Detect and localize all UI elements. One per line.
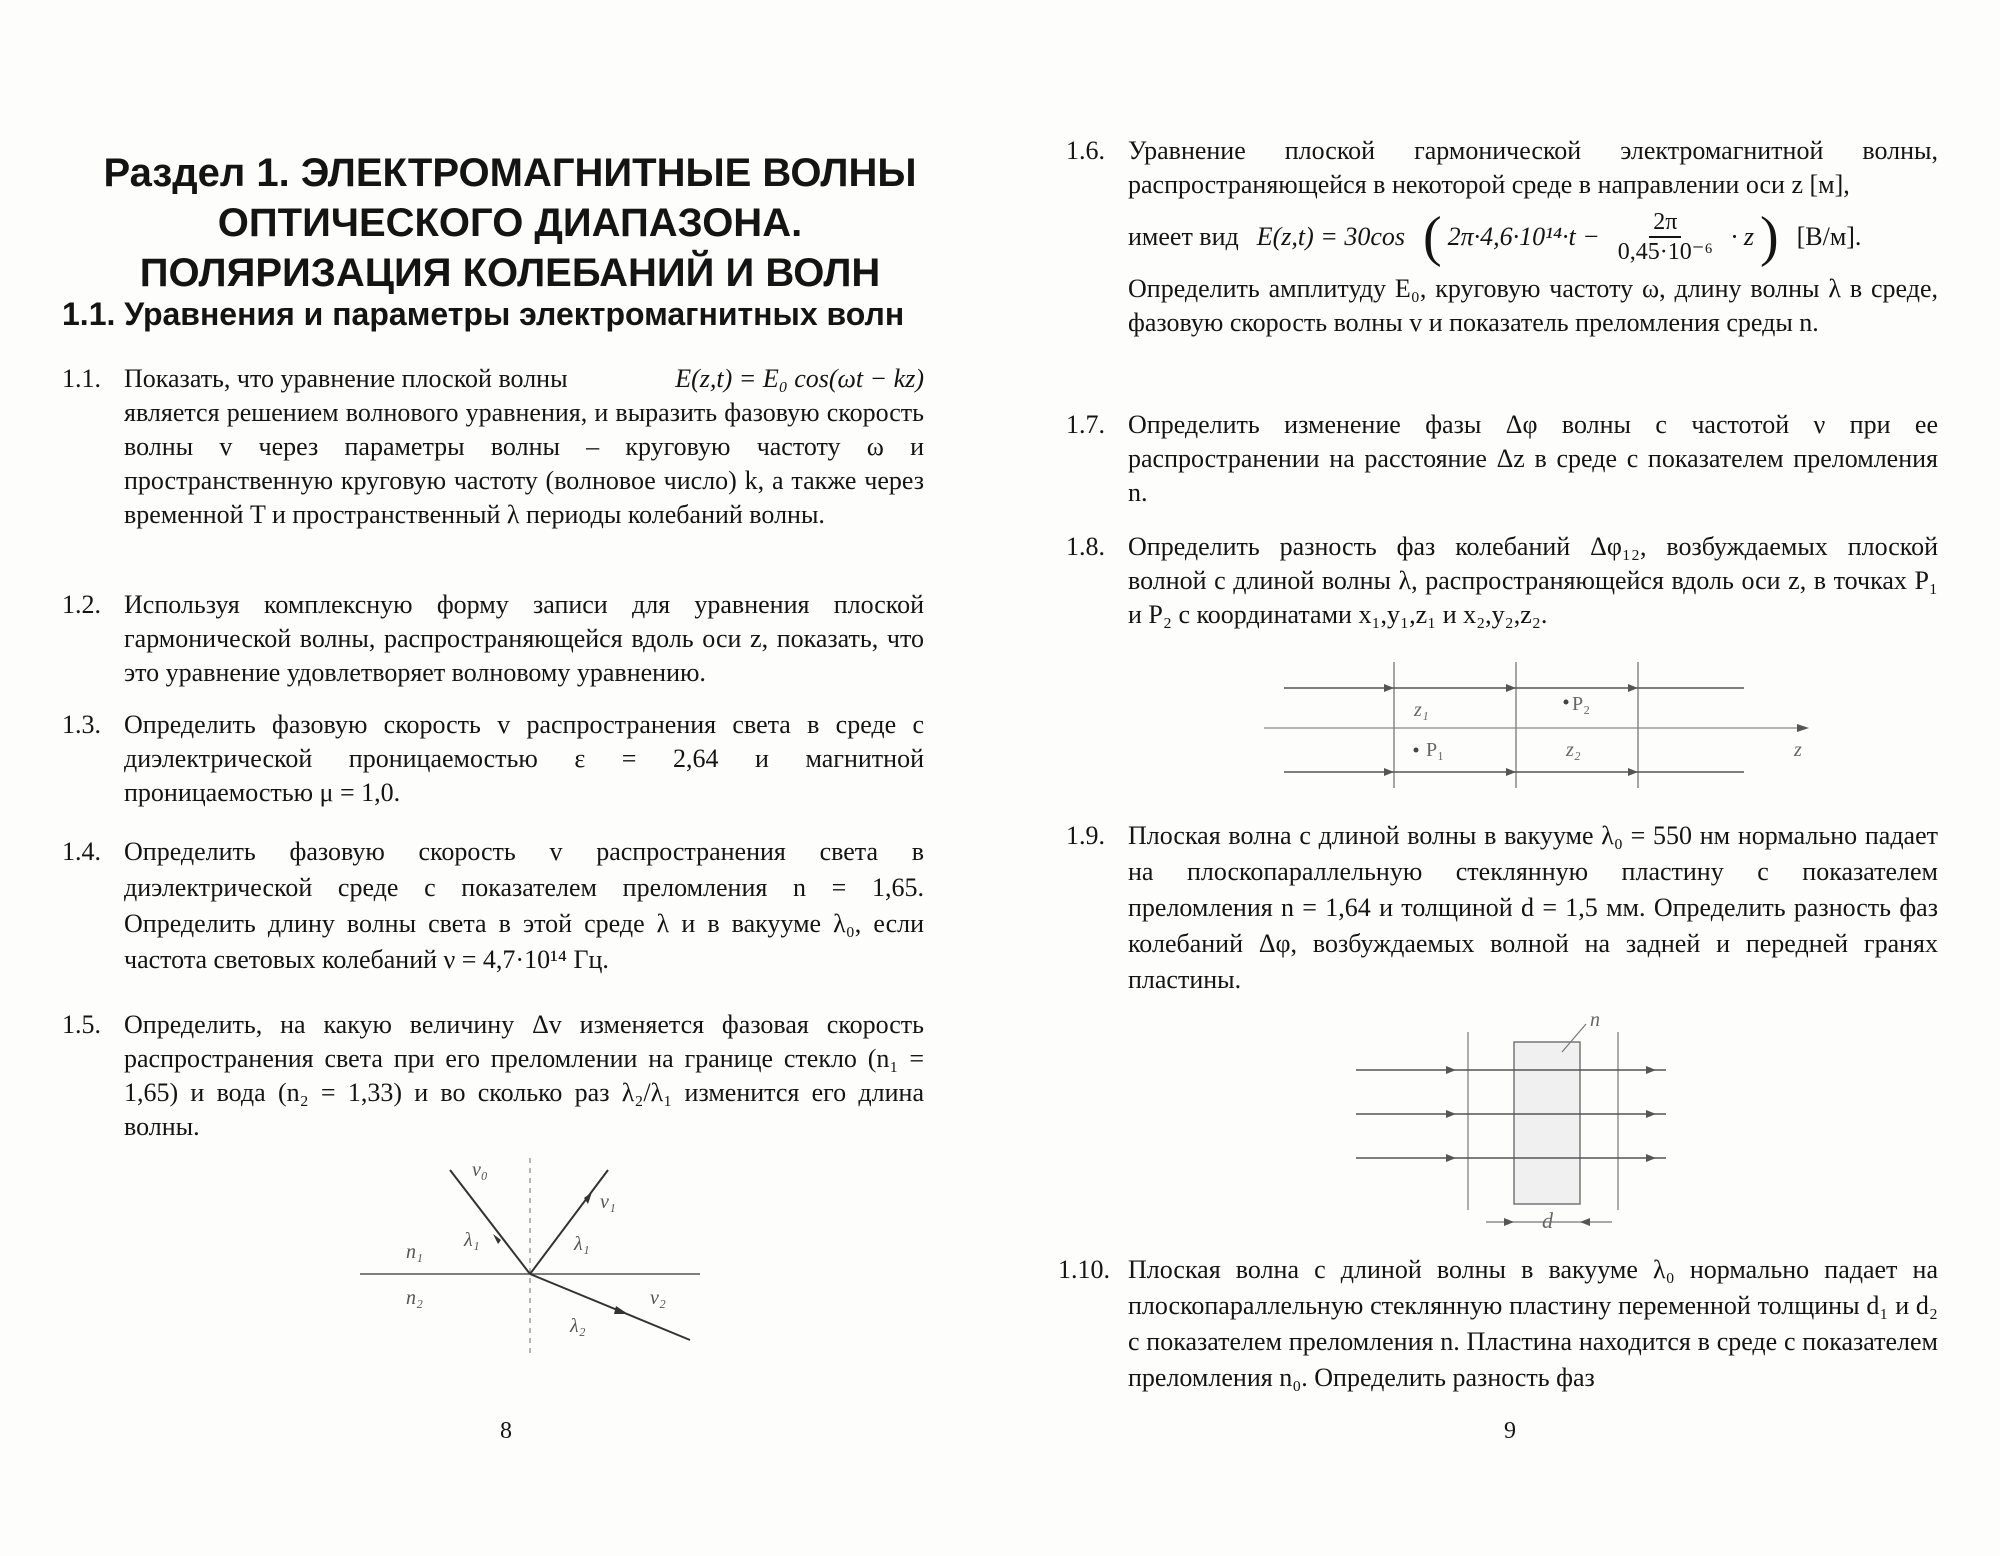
subsection-title: 1.1. Уравнения и параметры электромагнитных волн bbox=[62, 296, 905, 332]
section-title-line-2: ОПТИЧЕСКОГО ДИАПАЗОНА. bbox=[217, 201, 803, 245]
problem-text: Определить изменение фазы Δφ волны с частотой ν при ее распространении на расстояние Δz в среде с показателем преломления n. bbox=[1128, 410, 1938, 507]
n2-label: n₂ bbox=[406, 1287, 423, 1309]
problem-number: 1.7. bbox=[1066, 410, 1105, 439]
section-title-line-3: ПОЛЯРИЗАЦИЯ КОЛЕБАНИЙ И ВОЛН bbox=[139, 251, 881, 295]
z-axis-label: z bbox=[1794, 739, 1802, 761]
incident-ray bbox=[450, 1170, 530, 1274]
reflected-ray bbox=[530, 1170, 608, 1274]
equation-line bbox=[1128, 202, 1938, 272]
p2-label: P₂ bbox=[1572, 693, 1591, 715]
problem-1-4 bbox=[62, 834, 924, 978]
problem-text: Уравнение плоской гармонической электромагнитной волны, распространяющейся в некоторой среде в направлении оси z [м], bbox=[1128, 136, 1938, 199]
equation-unit: [В/м]. bbox=[1796, 222, 1862, 251]
problem-text: Определить амплитуду E₀, круговую частоту ω, длину волны λ в среде, фазовую скорость волны v и показатель преломления среды n. bbox=[1128, 274, 1938, 337]
problem-1-10 bbox=[1058, 1252, 1938, 1396]
problem-number: 1.4. bbox=[62, 837, 101, 866]
problem-text-lead: Показать, что уравнение плоской волны bbox=[124, 364, 568, 393]
problem-number: 1.10. bbox=[1058, 1255, 1110, 1284]
lambda1-reflected-label: λ₁ bbox=[574, 1233, 590, 1255]
section-title-line-1: Раздел 1. ЭЛЕКТРОМАГНИТНЫЕ ВОЛНЫ bbox=[103, 151, 917, 195]
problem-text: является решением волнового уравнения, и выразить фазовую скорость волны v через параметры волны – круговую частоту ω и пространственную круговую частоту (волновое число) k, а также через временной T и пространственный λ периоды колебаний волны. bbox=[124, 398, 924, 529]
problem-1-1 bbox=[62, 362, 924, 532]
equation-lead: имеет вид bbox=[1128, 222, 1239, 251]
problem-number: 1.1. bbox=[62, 364, 101, 393]
fraction-numerator: 2π bbox=[1649, 208, 1681, 238]
problem-1-8 bbox=[1066, 530, 1938, 632]
d-label: d bbox=[1542, 1208, 1553, 1233]
right-page bbox=[1000, 0, 2000, 1556]
problem-1-7 bbox=[1066, 408, 1938, 510]
problem-text: Плоская волна с длиной волны в вакууме λ₀ нормально падает на плоскопараллельную стеклянную пластину переменной толщины d₁ и d₂ с показателем преломления n. Пластина находится в среде с показателем преломления n₀. Определить разность фаз bbox=[1128, 1255, 1938, 1392]
plate-figure bbox=[1356, 1010, 1686, 1240]
points-figure bbox=[1254, 660, 1824, 790]
p1-label: P₁ bbox=[1426, 739, 1445, 761]
problem-text: Определить фазовую скорость v распространения света в среде с диэлектрической проницаемостью ε = 2,64 и магнитной проницаемостью μ = 1,0. bbox=[124, 710, 924, 807]
problem-1-5 bbox=[62, 1008, 924, 1144]
problem-text: Определить фазовую скорость v распространения света в диэлектрической среде с показателем преломления n = 1,65. Определить длину волны света в этой среде λ и в вакууме λ₀, если частота световых колебаний ν = 4,7·10¹⁴ Гц. bbox=[124, 837, 924, 974]
page-number: 8 bbox=[500, 1418, 512, 1444]
problem-number: 1.8. bbox=[1066, 532, 1105, 561]
problem-1-9 bbox=[1066, 818, 1938, 998]
problem-number: 1.6. bbox=[1066, 136, 1105, 165]
problem-text: Определить, на какую величину Δv изменяется фазовая скорость распространения света при его преломлении на границе стекло (n₁ = 1,65) и вода (n₂ = 1,33) и во сколько раз λ₂/λ₁ изменится его длина волны. bbox=[124, 1010, 924, 1141]
lambda2-label: λ₂ bbox=[570, 1315, 586, 1337]
problem-1-6 bbox=[1066, 134, 1938, 340]
equation-fraction bbox=[1618, 208, 1713, 266]
v0-label: v₀ bbox=[472, 1159, 488, 1181]
problem-1-3 bbox=[62, 708, 924, 810]
reflected-arrow bbox=[584, 1192, 592, 1204]
refracted-arrow bbox=[614, 1306, 628, 1314]
equation-end: · z bbox=[1730, 222, 1754, 251]
paren-close: ) bbox=[1759, 206, 1779, 268]
problem-number: 1.5. bbox=[62, 1010, 101, 1039]
problem-text: Плоская волна с длиной волны в вакууме λ₀ = 550 нм нормально падает на плоскопараллельную стеклянную пластину с показателем преломления n = 1,64 и толщиной d = 1,5 мм. Определить разность фаз колебаний Δφ, возбуждаемых волной на задней и передней гранях пластины. bbox=[1128, 821, 1938, 994]
problem-number: 1.9. bbox=[1066, 821, 1105, 850]
problem-1-2 bbox=[62, 588, 924, 690]
problem-number: 1.2. bbox=[62, 590, 101, 619]
problem-text: Определить разность фаз колебаний Δφ₁₂, возбуждаемых плоской волной с длиной волны λ, распространяющейся вдоль оси z, в точках P₁ и P₂ с координатами x₁,y₁,z₁ и x₂,y₂,z₂. bbox=[1128, 532, 1938, 629]
v1-label: v₁ bbox=[600, 1191, 616, 1213]
refraction-figure bbox=[360, 1158, 700, 1358]
n1-label: n₁ bbox=[406, 1241, 423, 1263]
z1-label: z₁ bbox=[1414, 699, 1429, 721]
z2-label: z₂ bbox=[1566, 739, 1581, 761]
v2-label: v₂ bbox=[650, 1287, 666, 1309]
lambda1-incident-label: λ₁ bbox=[464, 1229, 480, 1251]
problem-text: Используя комплексную форму записи для уравнения плоской гармонической волны, распространяющейся вдоль оси z, показать, что это уравнение удовлетворяет волновому уравнению. bbox=[124, 590, 924, 687]
problem-number: 1.3. bbox=[62, 710, 101, 739]
paren-open: ( bbox=[1422, 206, 1442, 268]
wave-equation: E(z,t) = E₀ cos(ωt − kz) bbox=[675, 364, 924, 393]
equation-mid: 2π·4,6·10¹⁴·t − bbox=[1447, 222, 1600, 251]
section-title bbox=[80, 148, 940, 298]
refracted-ray bbox=[530, 1274, 690, 1340]
fraction-denominator: 0,45·10⁻⁶ bbox=[1617, 239, 1713, 265]
n-label: n bbox=[1590, 1010, 1600, 1031]
page-number: 9 bbox=[1504, 1418, 1516, 1444]
equation-left: E(z,t) = 30cos bbox=[1256, 222, 1405, 251]
